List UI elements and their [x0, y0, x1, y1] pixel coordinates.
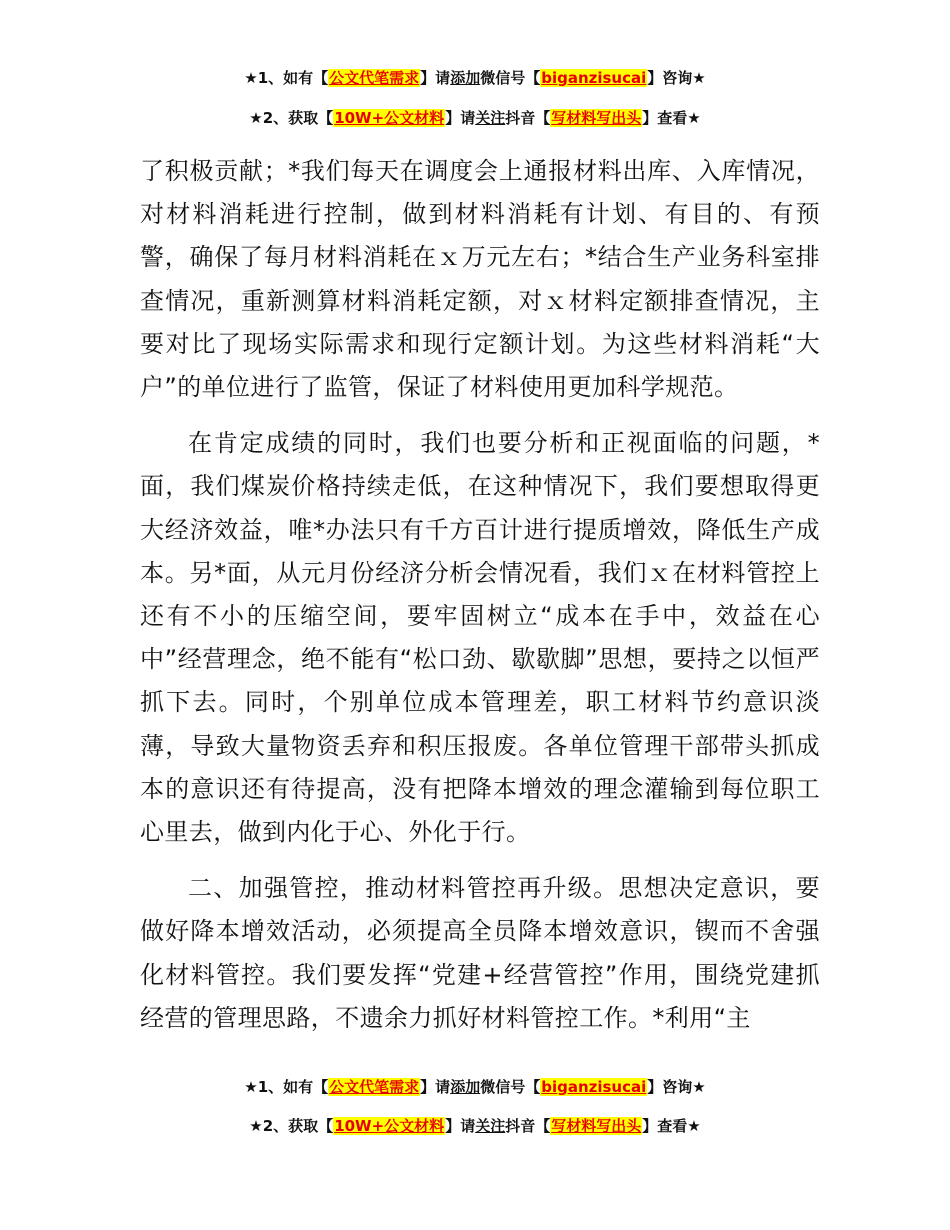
banner-text: ★2、获取【	[249, 109, 334, 127]
document-body	[140, 150, 820, 1053]
banner-highlight: 10W+公文材料	[334, 109, 445, 127]
banner-text: 微信号【	[480, 69, 541, 87]
banner-highlight: biganzisucai	[541, 69, 647, 87]
header-banner-line-1	[0, 68, 950, 88]
banner-emphasis: 添加	[450, 1078, 481, 1096]
banner-highlight: 写材料写出头	[551, 1117, 642, 1135]
banner-emphasis: 关注	[475, 1117, 506, 1135]
banner-emphasis: 添加	[450, 69, 481, 87]
banner-highlight: 公文代笔需求	[329, 1078, 420, 1096]
paragraph: 二、加强管控，推动材料管控再升级。思想决定意识，要做好降本增效活动，必须提高全员降本增效意识，锲而不舍强化材料管控。我们要发挥“党建+经营管控”作用，围绕党建抓经营的管理思路，不遗余力抓好材料管控工作。*利用“主	[140, 874, 820, 1032]
banner-text: ★1、如有【	[244, 1078, 329, 1096]
paragraph: 在肯定成绩的同时，我们也要分析和正视面临的问题，*面，我们煤炭价格持续走低，在这种情况下，我们要想取得更大经济效益，唯*办法只有千方百计进行提质增效，降低生产成本。另*面，从元月份经济分析会情况看，我们ｘ在材料管控上还有不小的压缩空间，要牢固树立“成本在手中，效益在心中”经营理念，绝不能有“松口劲、歇歇脚”思想，要持之以恒严抓下去。同时，个别单位成本管理差，职工材料节约意识淡薄，导致大量物资丢弃和积压报废。各单位管理干部带头抓成本的意识还有待提高，没有把降本增效的理念灌输到每位职工心里去，做到内化于心、外化于行。	[140, 429, 820, 847]
banner-highlight: 公文代笔需求	[329, 69, 420, 87]
footer-banner-line-2	[0, 1116, 950, 1136]
banner-text: 】请	[420, 69, 451, 87]
banner-text: 】咨询★	[647, 69, 706, 87]
banner-highlight: biganzisucai	[541, 1078, 647, 1096]
banner-text: ★1、如有【	[244, 69, 329, 87]
header-banner-line-2	[0, 108, 950, 128]
banner-highlight: 写材料写出头	[551, 109, 642, 127]
banner-text: 】查看★	[642, 1117, 701, 1135]
banner-text: 】请	[420, 1078, 451, 1096]
banner-text: ★2、获取【	[249, 1117, 334, 1135]
paragraph: 了积极贡献；*我们每天在调度会上通报材料出库、入库情况，对材料消耗进行控制，做到材料消耗有计划、有目的、有预警，确保了每月材料消耗在ｘ万元左右；*结合生产业务科室排查情况，重新测算材料消耗定额，对ｘ材料定额排查情况，主要对比了现场实际需求和现行定额计划。为这些材料消耗“大户”的单位进行了监管，保证了材料使用更加科学规范。	[140, 157, 820, 402]
banner-text: 】咨询★	[647, 1078, 706, 1096]
banner-text: 】查看★	[642, 109, 701, 127]
banner-emphasis: 关注	[475, 109, 506, 127]
banner-text: 微信号【	[480, 1078, 541, 1096]
footer-banner-line-1	[0, 1077, 950, 1097]
banner-text: 抖音【	[505, 109, 551, 127]
banner-text: 抖音【	[505, 1117, 551, 1135]
banner-text: 】请	[445, 109, 476, 127]
banner-highlight: 10W+公文材料	[334, 1117, 445, 1135]
banner-text: 】请	[445, 1117, 476, 1135]
